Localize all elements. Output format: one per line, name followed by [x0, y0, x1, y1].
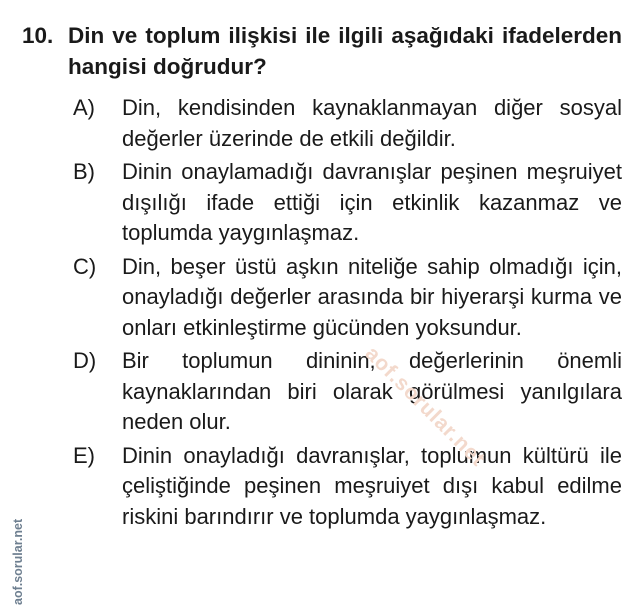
question-stem: [22, 20, 622, 82]
option-c[interactable]: [22, 252, 622, 344]
option-text: Din, kendisinden kaynaklanmayan diğer sosyal değerler üzerinde de etkili değildir.: [122, 95, 622, 151]
option-letter: D): [73, 348, 97, 373]
question-text: Din ve toplum ilişkisi ile ilgili aşağıdaki ifadelerden hangisi doğrudur?: [68, 23, 622, 79]
answer-options: [22, 93, 622, 532]
option-letter: A): [73, 95, 95, 120]
option-letter: E): [73, 442, 95, 468]
option-b[interactable]: [22, 157, 622, 249]
option-d[interactable]: [22, 346, 622, 438]
question-number: 10.: [22, 23, 54, 48]
diagonal-watermark: aof.sorular.net: [360, 342, 490, 472]
option-letter: C): [73, 253, 97, 279]
option-e[interactable]: [22, 441, 622, 533]
option-text: Din, beşer üstü aşkın niteliğe sahip olmadığı için, onayladığı değerler arasında bir hiyerarşi kurma ve onları etkinleştirme gücünden yoksundur.: [122, 253, 622, 340]
option-text: Dinin onaylamadığı davranışlar peşinen meşruiyet dışılığı ifade ettiği için etkinlik kazanmaz ve toplumda yaygınlaşmaz.: [122, 159, 622, 245]
question-block: [22, 20, 622, 535]
option-text: Bir toplumun dininin, değerlerinin önemli kaynaklarından biri olarak görülmesi yanılgılara neden olur.: [122, 348, 622, 434]
option-a[interactable]: [22, 93, 622, 154]
option-text: Dinin onayladığı davranışlar, toplumun kültürü ile çeliştiğinde peşinen meşruiyet dışı kabul edilme riskini barındırır ve toplumda yaygınlaşmaz.: [122, 442, 622, 529]
option-letter: B): [73, 159, 95, 184]
side-watermark: aof.sorular.net: [11, 518, 25, 605]
